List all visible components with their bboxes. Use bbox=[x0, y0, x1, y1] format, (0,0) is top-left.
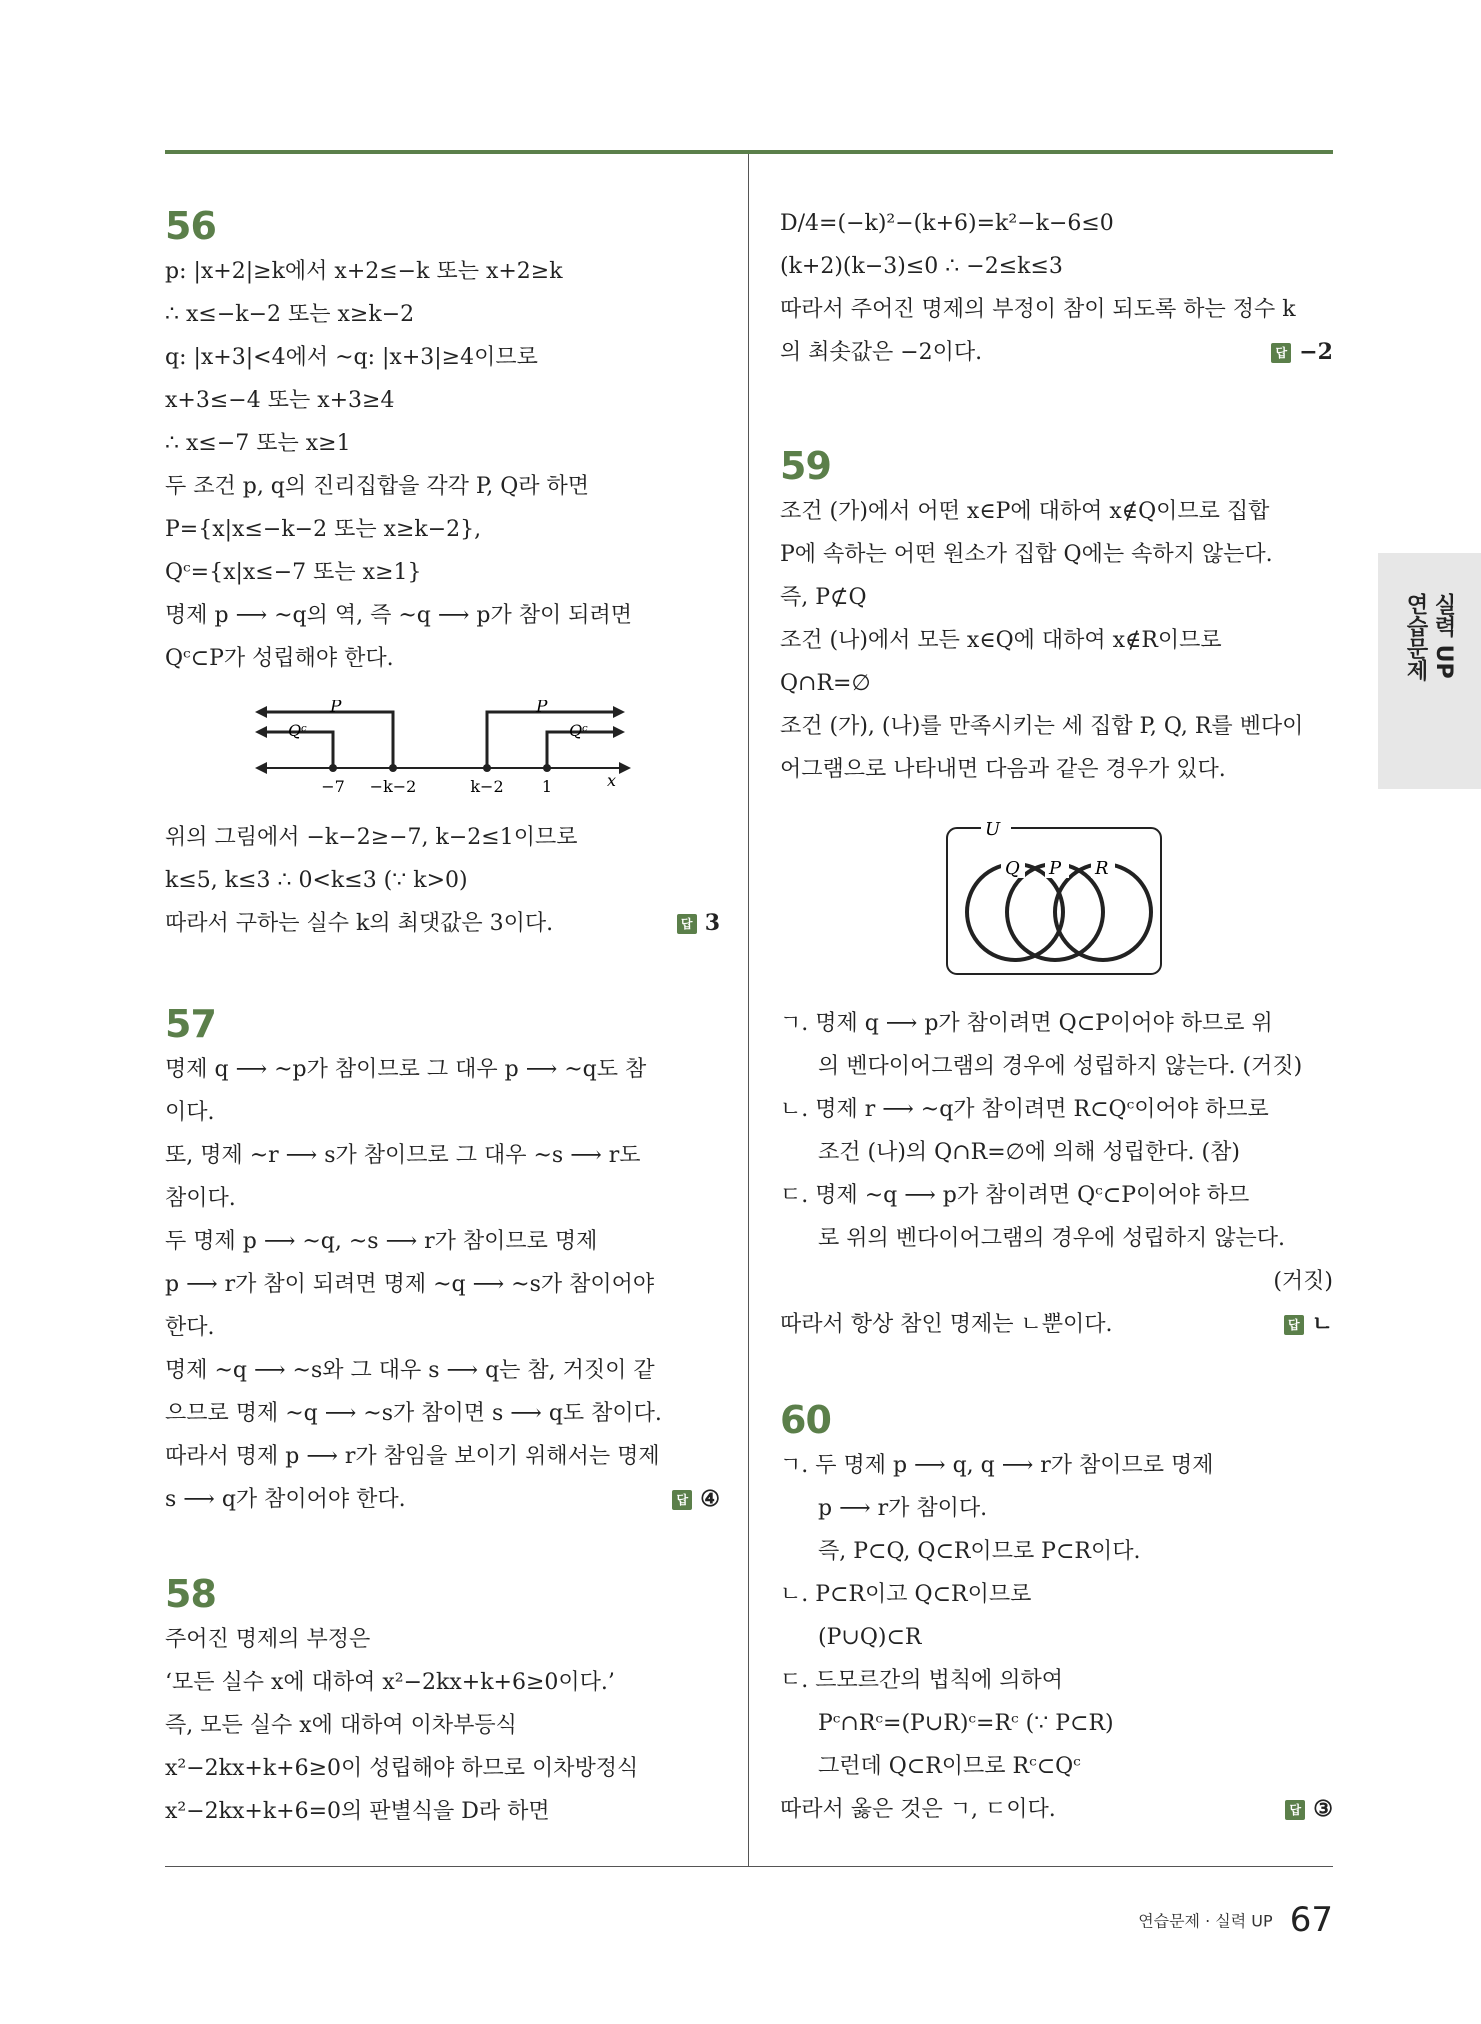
answer-badge: 답 bbox=[672, 1490, 692, 1510]
answer-badge: 답 bbox=[1284, 1315, 1304, 1335]
footer-label: 연습문제 · 실력 UP bbox=[1138, 1911, 1273, 1931]
answer bbox=[1271, 331, 1333, 374]
tick-label: −k−2 bbox=[369, 777, 417, 796]
section-side-tab bbox=[1378, 553, 1481, 789]
problem-number: 60 bbox=[780, 1398, 831, 1442]
solution-line: D/4=(−k)²−(k+6)=k²−k−6≤0 bbox=[780, 211, 1114, 236]
top-rule bbox=[165, 150, 1333, 154]
answer-line bbox=[780, 1788, 1333, 1831]
solution-line: Q∩R=∅ bbox=[780, 671, 871, 696]
problem-58 bbox=[165, 1570, 720, 1833]
solution-line: 따라서 구하는 실수 k의 최댓값은 3이다. bbox=[165, 911, 554, 936]
answer-value: ㄴ bbox=[1311, 1311, 1333, 1337]
side-tab-line1: 실력 UP bbox=[1431, 593, 1456, 679]
column-divider bbox=[748, 154, 749, 1866]
solution-line: 조건 (가)에서 어떤 x∈P에 대하여 x∉Q이므로 집합 bbox=[780, 499, 1270, 524]
solution-line: s ⟶ q가 참이어야 한다. bbox=[165, 1487, 406, 1512]
solution-line: ㄷ. 드모르간의 법칙에 의하여 bbox=[780, 1668, 1063, 1693]
problem-56-conclusion bbox=[165, 816, 720, 945]
solution-line: 그런데 Q⊂R이므로 Rᶜ⊂Qᶜ bbox=[818, 1754, 1081, 1779]
solution-line: 명제 p ⟶ ~q의 역, 즉 ~q ⟶ p가 참이 되려면 bbox=[165, 603, 632, 628]
answer-badge: 답 bbox=[1285, 1800, 1305, 1820]
solution-line: p ⟶ r가 참이다. bbox=[818, 1496, 988, 1521]
solution-line: 로 위의 벤다이어그램의 경우에 성립하지 않는다. bbox=[818, 1226, 1286, 1251]
solution-line: 한다. bbox=[165, 1315, 215, 1340]
solution-line: ㄴ. P⊂R이고 Q⊂R이므로 bbox=[780, 1582, 1032, 1607]
problem-56 bbox=[165, 202, 720, 680]
problem-number: 56 bbox=[165, 204, 216, 248]
solution-line: p ⟶ r가 참이 되려면 명제 ~q ⟶ ~s가 참이어야 bbox=[165, 1272, 655, 1297]
venn-diagram bbox=[945, 822, 1165, 978]
solution-line: ‘모든 실수 x에 대하여 x²−2kx+k+6≥0이다.’ bbox=[165, 1670, 615, 1695]
solution-line: x²−2kx+k+6≥0이 성립해야 하므로 이차방정식 bbox=[165, 1756, 639, 1781]
solution-line: x+3≤−4 또는 x+3≥4 bbox=[165, 388, 395, 413]
solution-line: p: |x+2|≥k에서 x+2≤−k 또는 x+2≥k bbox=[165, 259, 563, 284]
solution-line: 두 조건 p, q의 진리집합을 각각 P, Q라 하면 bbox=[165, 474, 590, 499]
solution-line: P에 속하는 어떤 원소가 집합 Q에는 속하지 않는다. bbox=[780, 542, 1273, 567]
solution-line: 따라서 주어진 명제의 부정이 참이 되도록 하는 정수 k bbox=[780, 297, 1296, 322]
solution-line: ㄴ. 명제 r ⟶ ~q가 참이려면 R⊂Qᶜ이어야 하므로 bbox=[780, 1097, 1269, 1122]
solution-line: 의 벤다이어그램의 경우에 성립하지 않는다. (거짓) bbox=[818, 1054, 1303, 1079]
venn-label-p: P bbox=[1049, 858, 1062, 879]
answer-value: 3 bbox=[704, 910, 720, 936]
solution-line: 즉, P⊄Q bbox=[780, 585, 867, 610]
solution-line: 명제 ~q ⟶ ~s와 그 대우 s ⟶ q는 참, 거짓이 같 bbox=[165, 1358, 655, 1383]
solution-line: (k+2)(k−3)≤0 ∴ −2≤k≤3 bbox=[780, 254, 1063, 279]
solution-line: 명제 q ⟶ ~p가 참이므로 그 대우 p ⟶ ~q도 참 bbox=[165, 1057, 647, 1082]
solution-line: 조건 (나)의 Q∩R=∅에 의해 성립한다. (참) bbox=[818, 1140, 1240, 1165]
number-line-diagram bbox=[245, 700, 635, 800]
problem-60 bbox=[780, 1396, 1333, 1831]
label-p-right: P bbox=[536, 700, 548, 717]
bottom-rule bbox=[165, 1866, 1333, 1867]
answer-line bbox=[780, 1303, 1333, 1346]
problem-number: 57 bbox=[165, 1002, 216, 1046]
solution-line: 어그램으로 나타내면 다음과 같은 경우가 있다. bbox=[780, 757, 1226, 782]
answer-value: −2 bbox=[1299, 339, 1333, 365]
answer-line bbox=[165, 902, 720, 945]
label-p-left: P bbox=[330, 700, 342, 717]
solution-line: 또, 명제 ~r ⟶ s가 참이므로 그 대우 ~s ⟶ r도 bbox=[165, 1143, 641, 1168]
answer-badge: 답 bbox=[677, 914, 697, 934]
problem-number: 58 bbox=[165, 1572, 216, 1616]
answer-line bbox=[780, 331, 1333, 374]
solution-line: Qᶜ⊂P가 성립해야 한다. bbox=[165, 646, 394, 671]
answer-value: ③ bbox=[1313, 1796, 1333, 1822]
solution-line: Pᶜ∩Rᶜ=(P∪R)ᶜ=Rᶜ (∵ P⊂R) bbox=[818, 1711, 1114, 1736]
tick-label: −7 bbox=[321, 777, 345, 796]
solution-line: 이다. bbox=[165, 1100, 215, 1125]
answer-line bbox=[165, 1478, 720, 1521]
solution-line: 으므로 명제 ~q ⟶ ~s가 참이면 s ⟶ q도 참이다. bbox=[165, 1401, 662, 1426]
solution-line: 즉, P⊂Q, Q⊂R이므로 P⊂R이다. bbox=[818, 1539, 1141, 1564]
answer-badge: 답 bbox=[1271, 343, 1291, 363]
tick-label: k−2 bbox=[470, 777, 504, 796]
solution-line: 조건 (가), (나)를 만족시키는 세 집합 P, Q, R를 벤다이 bbox=[780, 714, 1304, 739]
label-qc-left: Qᶜ bbox=[288, 721, 307, 740]
solution-line: P={x|x≤−k−2 또는 x≥k−2}, bbox=[165, 517, 482, 542]
solution-line: (거짓) bbox=[1273, 1269, 1333, 1294]
solution-line: Qᶜ={x|x≤−7 또는 x≥1} bbox=[165, 560, 422, 585]
solution-line: 따라서 항상 참인 명제는 ㄴ뿐이다. bbox=[780, 1312, 1113, 1337]
solution-line: x²−2kx+k+6=0의 판별식을 D라 하면 bbox=[165, 1799, 550, 1824]
solution-line: ∴ x≤−7 또는 x≥1 bbox=[165, 431, 351, 456]
problem-number: 59 bbox=[780, 444, 831, 488]
solution-line: 조건 (나)에서 모든 x∈Q에 대하여 x∉R이므로 bbox=[780, 628, 1222, 653]
problem-59-items bbox=[780, 1002, 1333, 1346]
venn-label-r: R bbox=[1095, 858, 1109, 879]
solution-line: q: |x+3|<4에서 ~q: |x+3|≥4이므로 bbox=[165, 345, 538, 370]
solution-line: ∴ x≤−k−2 또는 x≥k−2 bbox=[165, 302, 415, 327]
page-footer bbox=[1138, 1900, 1333, 1940]
solution-line: 위의 그림에서 −k−2≥−7, k−2≤1이므로 bbox=[165, 825, 578, 850]
solution-line: 따라서 명제 p ⟶ r가 참임을 보이기 위해서는 명제 bbox=[165, 1444, 660, 1469]
solution-line: 주어진 명제의 부정은 bbox=[165, 1627, 371, 1652]
page-number: 67 bbox=[1289, 1900, 1333, 1940]
solution-line: 참이다. bbox=[165, 1186, 236, 1211]
venn-label-q: Q bbox=[1005, 858, 1020, 879]
solution-line: 즉, 모든 실수 x에 대하여 이차부등식 bbox=[165, 1713, 517, 1738]
problem-59 bbox=[780, 442, 1333, 791]
venn-label-u: U bbox=[985, 822, 1001, 840]
answer-value: ④ bbox=[700, 1486, 720, 1512]
label-axis-x: x bbox=[607, 771, 617, 790]
solution-line: ㄷ. 명제 ~q ⟶ p가 참이려면 Qᶜ⊂P이어야 하므 bbox=[780, 1183, 1250, 1208]
label-qc-right: Qᶜ bbox=[569, 721, 588, 740]
tick-label: 1 bbox=[541, 777, 553, 796]
solution-line: 의 최솟값은 −2이다. bbox=[780, 340, 983, 365]
answer bbox=[672, 1478, 720, 1521]
solution-line: 따라서 옳은 것은 ㄱ, ㄷ이다. bbox=[780, 1797, 1056, 1822]
problem-57 bbox=[165, 1000, 720, 1521]
solution-line: (P∪Q)⊂R bbox=[818, 1625, 922, 1650]
answer bbox=[1284, 1303, 1333, 1346]
answer bbox=[677, 902, 720, 945]
answer bbox=[1285, 1788, 1333, 1831]
solution-line: ㄱ. 두 명제 p ⟶ q, q ⟶ r가 참이므로 명제 bbox=[780, 1453, 1214, 1478]
solution-line: ㄱ. 명제 q ⟶ p가 참이려면 Q⊂P이어야 하므로 위 bbox=[780, 1011, 1273, 1036]
side-tab-line2: 연습문제 bbox=[1403, 593, 1428, 681]
solution-line: k≤5, k≤3 ∴ 0<k≤3 (∵ k>0) bbox=[165, 868, 468, 893]
problem-58-continued bbox=[780, 202, 1333, 374]
solution-line: 두 명제 p ⟶ ~q, ~s ⟶ r가 참이므로 명제 bbox=[165, 1229, 598, 1254]
